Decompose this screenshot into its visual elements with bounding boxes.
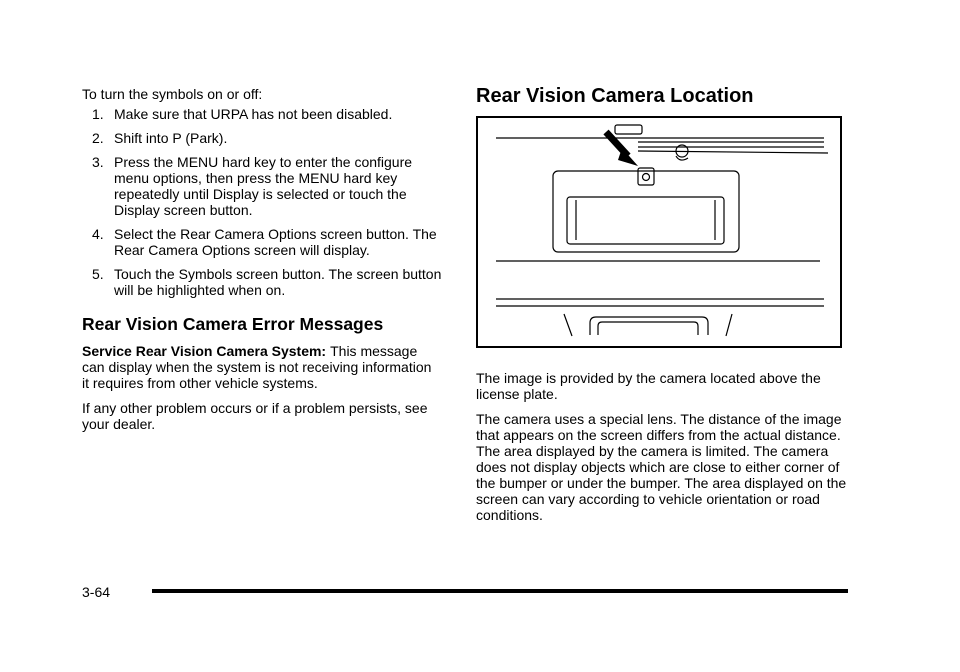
list-item: [82, 266, 442, 298]
rear-camera-diagram: [478, 118, 840, 346]
error-message-paragraph: [82, 343, 442, 391]
error-messages-heading: Rear Vision Camera Error Messages: [82, 314, 384, 334]
steps-list: [82, 106, 442, 298]
camera-location-illustration: [476, 116, 842, 348]
problem-paragraph: If any other problem occurs or if a problem persists, see your dealer.: [82, 400, 428, 432]
intro-text: To turn the symbols on or off:: [82, 86, 263, 102]
list-item: [82, 130, 442, 146]
step-number: 3.: [92, 154, 104, 170]
step-number: 4.: [92, 226, 104, 242]
camera-lens-paragraph: The camera uses a special lens. The distance of the image that appears on the screen differs from the actual distance. The area displayed by the camera is limited. The camera does not display objects which are close to either corner of the bumper or under the bumper. The area displayed on the screen can vary according to vehicle orientation or road conditions.: [476, 411, 847, 523]
step-text: Press the MENU hard key to enter the configure menu options, then press the MENU hard key repeatedly until Display is selected or touch the Display screen button.: [114, 154, 413, 218]
left-column: [82, 86, 442, 441]
page-number: 3-64: [82, 584, 111, 600]
camera-location-heading: Rear Vision Camera Location: [476, 85, 754, 107]
step-number: 2.: [92, 130, 104, 146]
step-number: 1.: [92, 106, 104, 122]
step-number: 5.: [92, 266, 104, 282]
step-text: Shift into P (Park).: [114, 130, 228, 146]
step-text: Select the Rear Camera Options screen button. The Rear Camera Options screen will display.: [114, 226, 437, 258]
error-message-term: Service Rear Vision Camera System:: [82, 343, 327, 359]
list-item: [82, 226, 442, 258]
camera-image-paragraph: The image is provided by the camera located above the license plate.: [476, 370, 821, 402]
arrow-icon: [606, 132, 638, 166]
step-text: Make sure that URPA has not been disabled.: [114, 106, 393, 122]
list-item: [82, 106, 442, 122]
step-text: Touch the Symbols screen button. The screen button will be highlighted when on.: [114, 266, 442, 298]
error-message-text: This message can display when the system is not receiving information it requires from other vehicle systems.: [82, 343, 432, 391]
list-item: [82, 154, 442, 218]
right-column: [476, 84, 848, 532]
footer-divider: [152, 589, 848, 593]
